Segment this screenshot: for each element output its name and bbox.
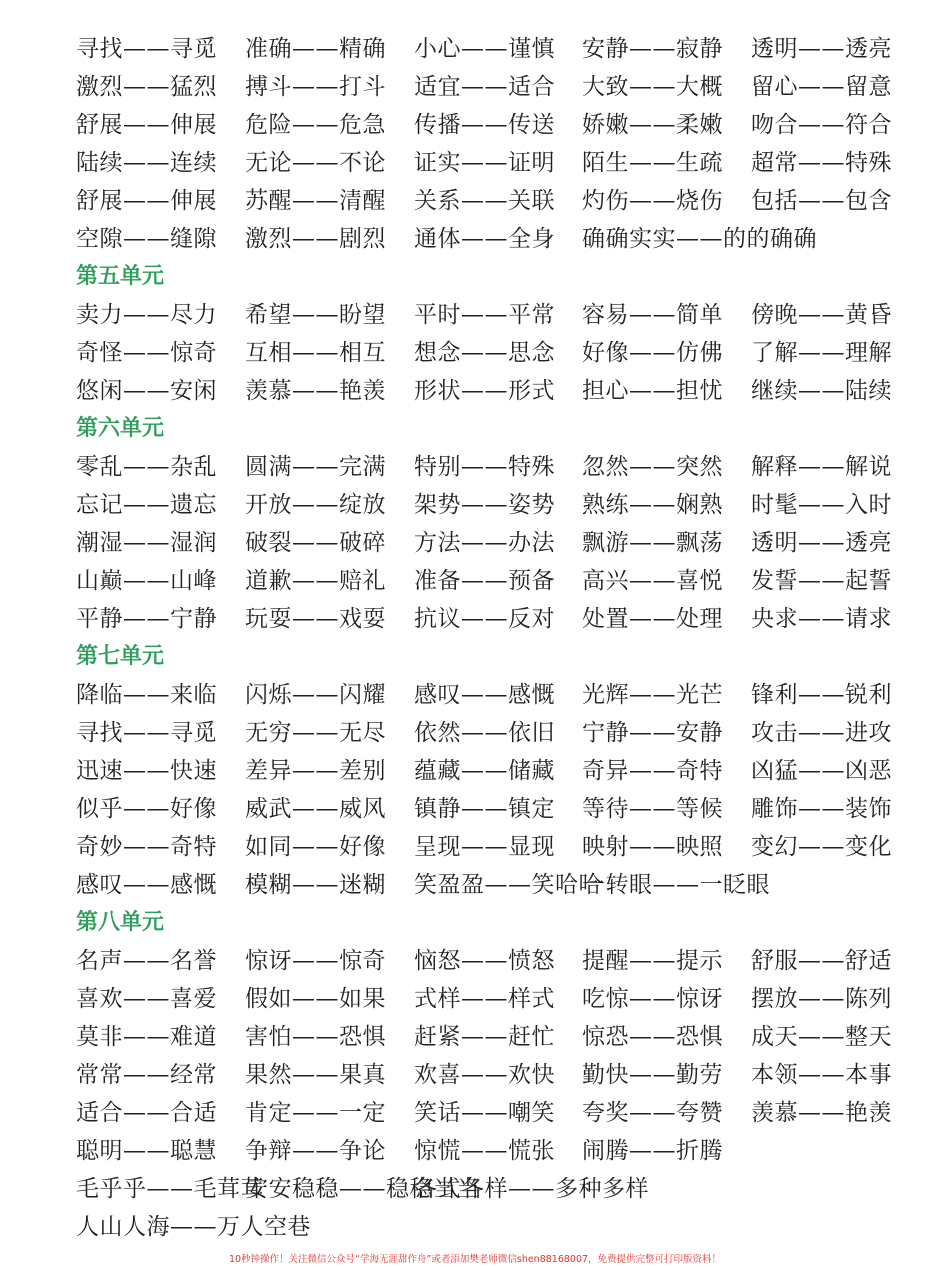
synonym-pair: 透明——透亮 [751, 36, 892, 62]
synonym-pair: 寻找——寻觅 [76, 36, 217, 62]
synonym-pair: 特别——特殊 [414, 454, 555, 480]
synonym-pair: 夸奖——夸赞 [582, 1100, 723, 1126]
synonym-pair: 本领——本事 [751, 1062, 892, 1088]
synonym-pair: 忘记——遗忘 [76, 492, 217, 518]
synonym-pair: 准确——精确 [245, 36, 386, 62]
synonym-pair: 差异——差别 [245, 758, 386, 784]
synonym-pair: 凶猛——凶恶 [751, 758, 892, 784]
synonym-row [0, 30, 950, 68]
synonym-pair: 毛乎乎——毛茸茸 [76, 1176, 264, 1202]
synonym-pair: 闪烁——闪耀 [245, 682, 386, 708]
synonym-pair: 空隙——缝隙 [76, 226, 217, 252]
synonym-pair: 解释——解说 [751, 454, 892, 480]
synonym-pair: 宁静——安静 [582, 720, 723, 746]
synonym-pair: 传播——传送 [414, 112, 555, 138]
synonym-pair: 惊慌——慌张 [414, 1138, 555, 1164]
synonym-row [0, 220, 950, 258]
synonym-row [0, 980, 950, 1018]
synonym-pair: 攻击——进攻 [751, 720, 892, 746]
synonym-row [0, 486, 950, 524]
synonym-row [0, 942, 950, 980]
synonym-pair: 忽然——突然 [582, 454, 723, 480]
synonym-row [0, 714, 950, 752]
synonym-pair: 羡慕——艳羡 [245, 378, 386, 404]
synonym-pair: 奇怪——惊奇 [76, 340, 217, 366]
synonym-pair: 想念——思念 [414, 340, 555, 366]
synonym-pair: 危险——危急 [245, 112, 386, 138]
synonym-pair: 聪明——聪慧 [76, 1138, 217, 1164]
synonym-row [0, 68, 950, 106]
synonym-pair: 人山人海——万人空巷 [76, 1214, 311, 1240]
synonym-pair: 蕴藏——储藏 [414, 758, 555, 784]
synonym-pair: 各式各样——多种多样 [414, 1176, 649, 1202]
unit-heading: 第七单元 [76, 644, 165, 669]
synonym-pair: 时髦——入时 [751, 492, 892, 518]
synonym-pair: 映射——映照 [582, 834, 723, 860]
synonym-pair: 陆续——连续 [76, 150, 217, 176]
synonym-pair: 摆放——陈列 [751, 986, 892, 1012]
synonym-pair: 舒展——伸展 [76, 188, 217, 214]
synonym-pair: 名声——名誉 [76, 948, 217, 974]
synonym-pair: 平时——平常 [414, 302, 555, 328]
synonym-pair: 零乱——杂乱 [76, 454, 217, 480]
synonym-pair: 搏斗——打斗 [245, 74, 386, 100]
synonym-pair: 等待——等候 [582, 796, 723, 822]
synonym-pair: 无穷——无尽 [245, 720, 386, 746]
synonym-pair: 娇嫩——柔嫩 [582, 112, 723, 138]
synonym-pair: 威武——威风 [245, 796, 386, 822]
synonym-pair: 寻找——寻觅 [76, 720, 217, 746]
synonym-pair: 模糊——迷糊 [245, 872, 386, 898]
synonym-row [0, 296, 950, 334]
synonym-pair: 卖力——尽力 [76, 302, 217, 328]
synonym-pair: 似乎——好像 [76, 796, 217, 822]
synonym-pair: 希望——盼望 [245, 302, 386, 328]
synonym-pair: 担心——担忧 [582, 378, 723, 404]
synonym-row [0, 1056, 950, 1094]
synonym-pair: 适宜——适合 [414, 74, 555, 100]
synonym-pair: 锋利——锐利 [751, 682, 892, 708]
synonym-pair: 适合——合适 [76, 1100, 217, 1126]
synonym-pair: 抗议——反对 [414, 606, 555, 632]
synonym-pair: 准备——预备 [414, 568, 555, 594]
synonym-pair: 镇静——镇定 [414, 796, 555, 822]
synonym-pair: 悠闲——安闲 [76, 378, 217, 404]
synonym-pair: 羡慕——艳羡 [751, 1100, 892, 1126]
synonym-pair: 迅速——快速 [76, 758, 217, 784]
synonym-pair: 傍晚——黄昏 [751, 302, 892, 328]
synonym-pair: 肯定——一定 [245, 1100, 386, 1126]
synonym-row [0, 144, 950, 182]
synonym-pair: 互相——相互 [245, 340, 386, 366]
synonym-pair: 证实——证明 [414, 150, 555, 176]
synonym-pair: 一转眼——一眨眼 [582, 872, 770, 898]
synonym-pair: 恼怒——愤怒 [414, 948, 555, 974]
synonym-pair: 雕饰——装饰 [751, 796, 892, 822]
synonym-pair: 方法——办法 [414, 530, 555, 556]
synonym-pair: 莫非——难道 [76, 1024, 217, 1050]
synonym-pair: 透明——透亮 [751, 530, 892, 556]
synonym-pair: 高兴——喜悦 [582, 568, 723, 594]
synonym-row [0, 1018, 950, 1056]
synonym-row [0, 1170, 950, 1208]
synonym-pair: 降临——来临 [76, 682, 217, 708]
synonym-pair: 形状——形式 [414, 378, 555, 404]
synonym-pair: 玩耍——戏耍 [245, 606, 386, 632]
synonym-pair: 超常——特殊 [751, 150, 892, 176]
synonym-pair: 呈现——显现 [414, 834, 555, 860]
synonym-row [0, 1132, 950, 1170]
synonym-pair: 成天——整天 [751, 1024, 892, 1050]
synonym-row [0, 372, 950, 410]
synonym-row [0, 334, 950, 372]
synonym-pair: 激烈——猛烈 [76, 74, 217, 100]
synonym-pair: 继续——陆续 [751, 378, 892, 404]
synonym-pair: 假如——如果 [245, 986, 386, 1012]
synonym-pair: 害怕——恐惧 [245, 1024, 386, 1050]
synonym-pair: 飘游——飘荡 [582, 530, 723, 556]
synonym-row [0, 676, 950, 714]
synonym-pair: 感叹——感慨 [414, 682, 555, 708]
synonym-row [0, 600, 950, 638]
synonym-pair: 央求——请求 [751, 606, 892, 632]
synonym-pair: 处置——处理 [582, 606, 723, 632]
synonym-pair: 大致——大概 [582, 74, 723, 100]
synonym-row [0, 182, 950, 220]
synonym-pair: 喜欢——喜爱 [76, 986, 217, 1012]
synonym-row [0, 1208, 950, 1246]
synonym-pair: 奇异——奇特 [582, 758, 723, 784]
synonym-pair: 依然——依旧 [414, 720, 555, 746]
unit-heading: 第六单元 [76, 416, 165, 441]
synonym-row [0, 562, 950, 600]
synonym-pair: 破裂——破碎 [245, 530, 386, 556]
synonym-pair: 开放——绽放 [245, 492, 386, 518]
synonym-pair: 争辩——争论 [245, 1138, 386, 1164]
synonym-pair: 惊讶——惊奇 [245, 948, 386, 974]
synonym-pair: 无论——不论 [245, 150, 386, 176]
synonym-row [0, 866, 950, 904]
synonym-pair: 笑盈盈——笑哈哈 [414, 872, 602, 898]
synonym-row [0, 524, 950, 562]
synonym-pair: 变幻——变化 [751, 834, 892, 860]
synonym-pair: 容易——简单 [582, 302, 723, 328]
synonym-row [0, 448, 950, 486]
synonym-pair: 舒展——伸展 [76, 112, 217, 138]
synonym-row [0, 106, 950, 144]
synonym-row [0, 790, 950, 828]
synonym-row [0, 828, 950, 866]
synonym-pair: 赶紧——赶忙 [414, 1024, 555, 1050]
synonym-pair: 吃惊——惊讶 [582, 986, 723, 1012]
synonym-pair: 确确实实——的的确确 [582, 226, 817, 252]
synonym-pair: 发誓——起誓 [751, 568, 892, 594]
synonym-pair: 关系——关联 [414, 188, 555, 214]
unit-heading: 第五单元 [76, 264, 165, 289]
synonym-pair: 包括——包含 [751, 188, 892, 214]
synonym-pair: 平静——宁静 [76, 606, 217, 632]
synonym-pair: 勤快——勤劳 [582, 1062, 723, 1088]
synonym-pair: 提醒——提示 [582, 948, 723, 974]
synonym-pair: 光辉——光芒 [582, 682, 723, 708]
synonym-pair: 了解——理解 [751, 340, 892, 366]
synonym-row [0, 752, 950, 790]
synonym-pair: 安静——寂静 [582, 36, 723, 62]
synonym-pair: 圆满——完满 [245, 454, 386, 480]
synonym-pair: 激烈——剧烈 [245, 226, 386, 252]
synonym-pair: 果然——果真 [245, 1062, 386, 1088]
synonym-pair: 常常——经常 [76, 1062, 217, 1088]
unit-heading: 第八单元 [76, 910, 165, 935]
synonym-pair: 闹腾——折腾 [582, 1138, 723, 1164]
synonym-pair: 舒服——舒适 [751, 948, 892, 974]
synonym-pair: 陌生——生疏 [582, 150, 723, 176]
synonym-pair: 道歉——赔礼 [245, 568, 386, 594]
synonym-pair: 通体——全身 [414, 226, 555, 252]
synonym-pair: 笑话——嘲笑 [414, 1100, 555, 1126]
synonym-pair: 好像——仿佛 [582, 340, 723, 366]
synonym-pair: 留心——留意 [751, 74, 892, 100]
synonym-pair: 灼伤——烧伤 [582, 188, 723, 214]
synonym-pair: 欢喜——欢快 [414, 1062, 555, 1088]
synonym-pair: 苏醒——清醒 [245, 188, 386, 214]
synonym-pair: 架势——姿势 [414, 492, 555, 518]
synonym-pair: 小心——谨慎 [414, 36, 555, 62]
synonym-pair: 潮湿——湿润 [76, 530, 217, 556]
synonym-pair: 式样——样式 [414, 986, 555, 1012]
synonym-pair: 吻合——符合 [751, 112, 892, 138]
synonym-pair: 如同——好像 [245, 834, 386, 860]
synonym-pair: 熟练——娴熟 [582, 492, 723, 518]
synonym-pair: 山巅——山峰 [76, 568, 217, 594]
synonym-pair: 感叹——感慨 [76, 872, 217, 898]
footer-notice: 10秒钟操作！关注微信公众号“学海无涯甜作舟”或者添加樊老师微信shen88168007，免费提供完整可打印版资料！ [228, 1254, 722, 1265]
synonym-row [0, 1094, 950, 1132]
synonym-pair: 安安稳稳——稳稳当当 [245, 1176, 480, 1202]
synonym-pair: 惊恐——恐惧 [582, 1024, 723, 1050]
synonym-pair: 奇妙——奇特 [76, 834, 217, 860]
